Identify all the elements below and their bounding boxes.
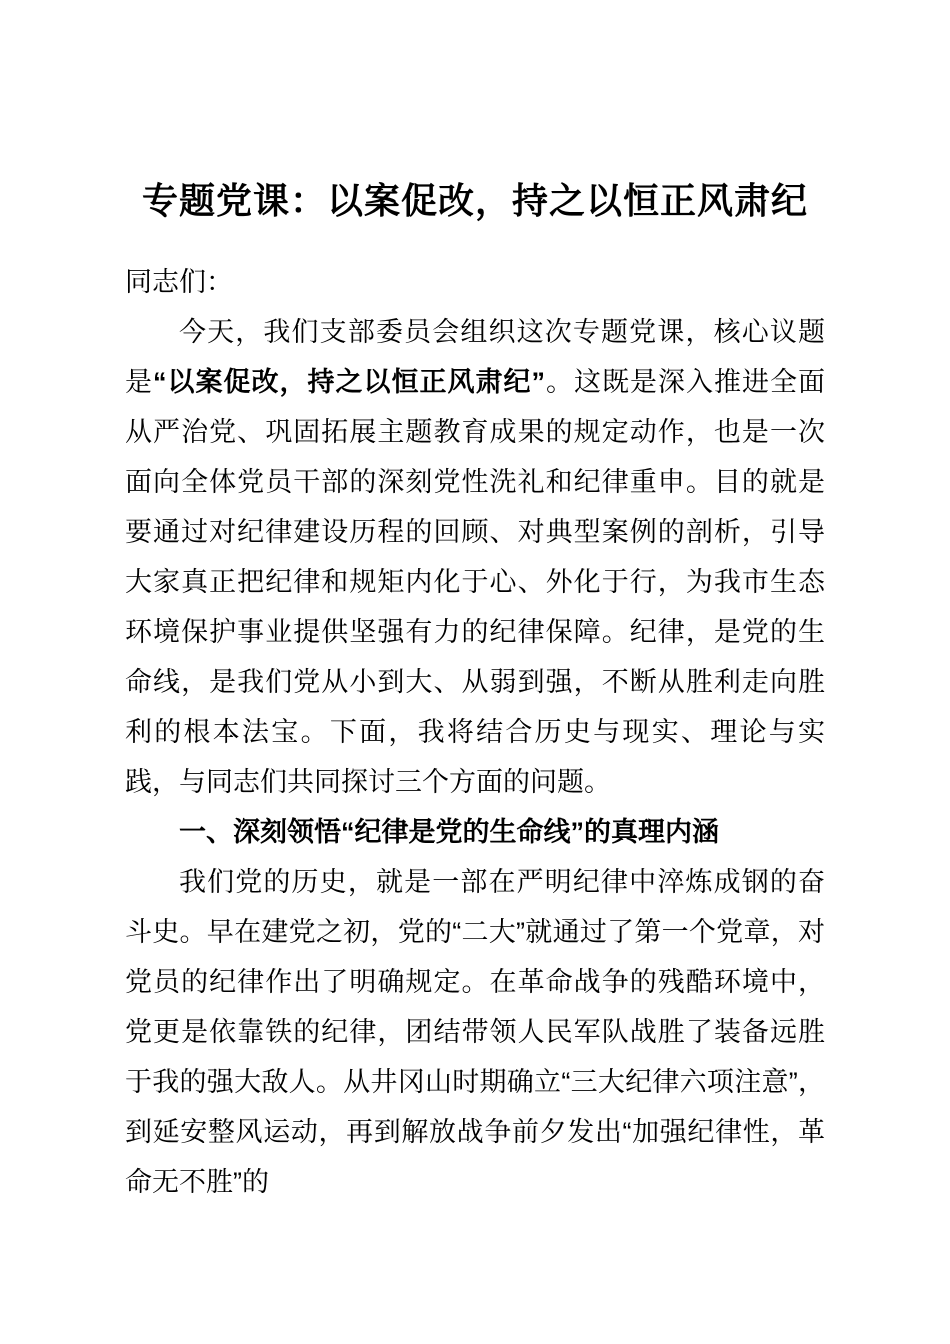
paragraph-intro-rest: 。这既是深入推进全面从严治党、巩固拓展主题教育成果的规定动作，也是一次面向全体党员干部的深刻党性洗礼和纪律重申。目的就是要通过对纪律建设历程的回顾、对典型案例的剖析，引导大家真正把纪律和规矩内化于心、外化于行，为我市生态环境保护事业提供坚强有力的纪律保障。纪律，是党的生命线，是我们党从小到大、从弱到强，不断从胜利走向胜利的根本法宝。下面，我将结合历史与现实、理论与实践，与同志们共同探讨三个方面的问题。 [125, 367, 825, 797]
section-1-heading: 一、深刻领悟“纪律是党的生命线”的真理内涵 [179, 817, 719, 847]
salutation: 同志们： [125, 267, 233, 297]
section-1-paragraph: 我们党的历史，就是一部在严明纪律中淬炼成钢的奋斗史。早在建党之初，党的“二大”就通过了第一个党章，对党员的纪律作出了明确规定。在革命战争的残酷环境中，党更是依靠铁的纪律，团结带领人民军队战胜了装备远胜于我的强大敌人。从井冈山时期确立“三大纪律六项注意”，到延安整风运动，再到解放战争前夕发出“加强纪律性，革命无不胜”的 [125, 867, 825, 1197]
paragraph-intro-lead: 今天，我们支部委员会组织这次专题党课，核心议题是 [125, 317, 825, 397]
key-phrase: “以案促改，持之以恒正风肃纪” [153, 367, 545, 397]
document-title: 专题党课：以案促改，持之以恒正风肃纪 [141, 180, 808, 221]
paragraph-intro [125, 307, 825, 807]
